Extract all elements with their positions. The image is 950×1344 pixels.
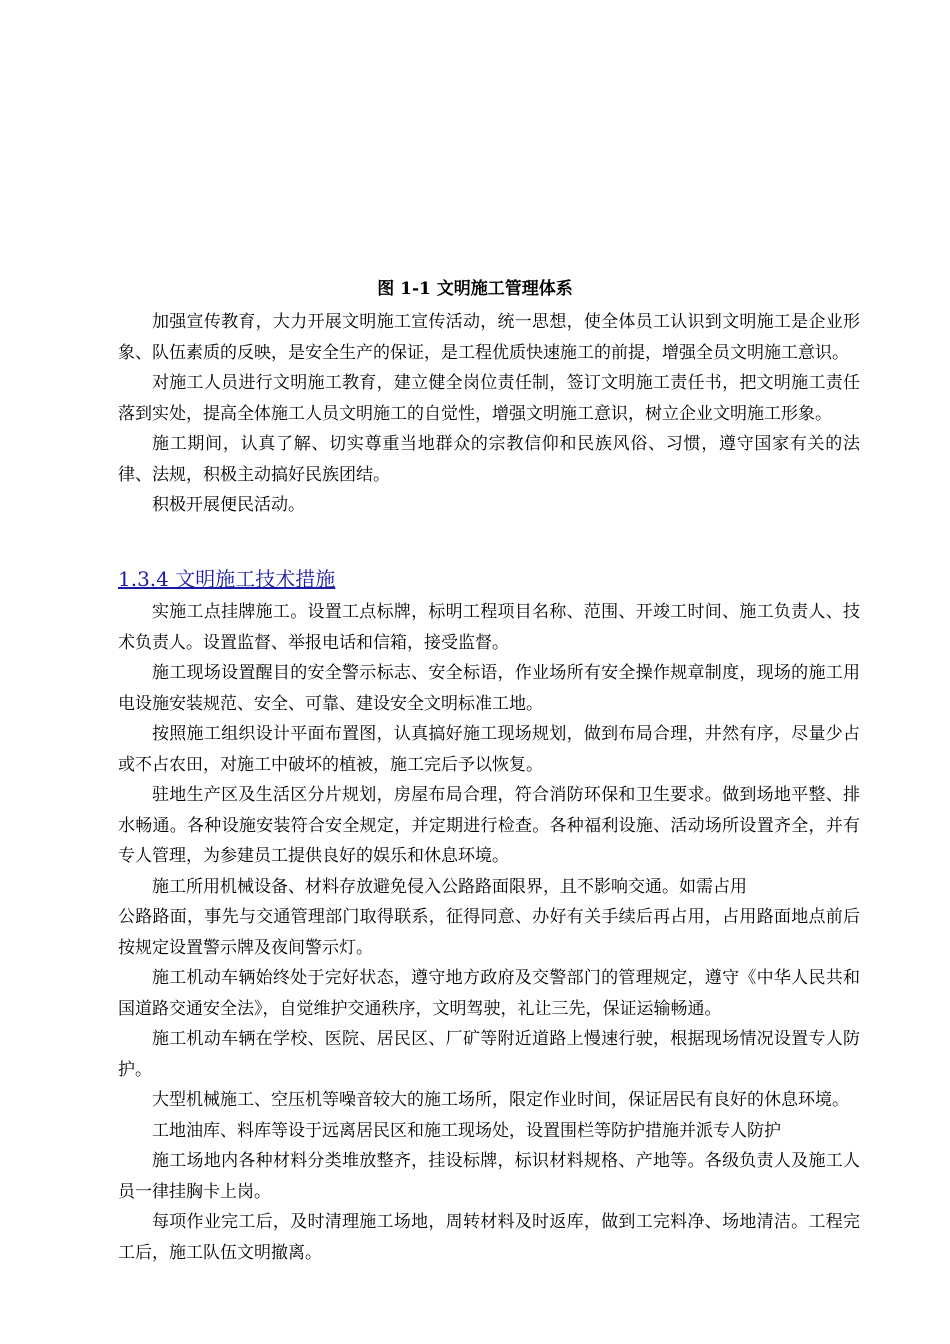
paragraph: 施工现场设置醒目的安全警示标志、安全标语，作业场所有安全操作规章制度，现场的施工用电设施安装规范、安全、可靠、建设安全文明标准工地。 [118,663,860,714]
paragraph: 施工期间，认真了解、切实尊重当地群众的宗教信仰和民族风俗、习惯，遵守国家有关的法律、法规，积极主动搞好民族团结。 [118,434,860,485]
paragraph: 施工场地内各种材料分类堆放整齐，挂设标牌，标识材料规格、产地等。各级负责人及施工人员一律挂胸卡上岗。 [118,1151,860,1202]
paragraph: 实施工点挂牌施工。设置工点标牌，标明工程项目名称、范围、开竣工时间、施工负责人、技术负责人。设置监督、举报电话和信箱，接受监督。 [118,602,860,653]
paragraph: 施工机动车辆在学校、医院、居民区、厂矿等附近道路上慢速行驶，根据现场情况设置专人防护。 [118,1029,860,1080]
section-body [118,597,860,1268]
paragraph: 工地油库、料库等设于远离居民区和施工现场处，设置围栏等防护措施并派专人防护 [152,1120,781,1141]
paragraph: 施工机动车辆始终处于完好状态，遵守地方政府及交警部门的管理规定，遵守《中华人民共和国道路交通安全法》，自觉维护交通秩序，文明驾驶，礼让三先，保证运输畅通。 [118,968,860,1019]
paragraph: 大型机械施工、空压机等噪音较大的施工场所，限定作业时间，保证居民有良好的休息环境。 [152,1090,849,1110]
paragraph: 加强宣传教育，大力开展文明施工宣传活动，统一思想，使全体员工认识到文明施工是企业形象、队伍素质的反映，是安全生产的保证，是工程优质快速施工的前提，增强全员文明施工意识。 [118,312,860,363]
paragraph: 施工所用机械设备、材料存放避免侵入公路路面限界，且不影响交通。如需占用 [152,876,747,897]
paragraph: 对施工人员进行文明施工教育，建立健全岗位责任制，签订文明施工责任书，把文明施工责任落到实处，提高全体施工人员文明施工的自觉性，增强文明施工意识，树立企业文明施工形象。 [118,373,860,424]
section-heading-link[interactable]: 1.3.4 文明施工技术措施 [118,567,336,591]
paragraph-continuation: 公路路面，事先与交通管理部门取得联系，征得同意、办好有关手续后再占用，占用路面地点前后按规定设置警示牌及夜间警示灯。 [118,907,860,958]
intro-section [118,307,860,521]
paragraph: 驻地生产区及生活区分片规划，房屋布局合理，符合消防环保和卫生要求。做到场地平整、排水畅通。各种设施安装符合安全规定，并定期进行检查。各种福利设施、活动场所设置齐全，并有专人管理，为参建员工提供良好的娱乐和休息环境。 [118,785,860,866]
paragraph: 每项作业完工后，及时清理施工场地，周转材料及时返库，做到工完料净、场地清洁。工程完工后，施工队伍文明撤离。 [118,1212,860,1263]
figure-caption: 图 1-1 文明施工管理体系 [377,279,573,299]
paragraph: 按照施工组织设计平面布置图，认真搞好施工现场规划，做到布局合理，井然有序，尽量少占或不占农田，对施工中破坏的植被，施工完后予以恢复。 [118,724,860,775]
paragraph: 积极开展便民活动。 [152,495,305,515]
